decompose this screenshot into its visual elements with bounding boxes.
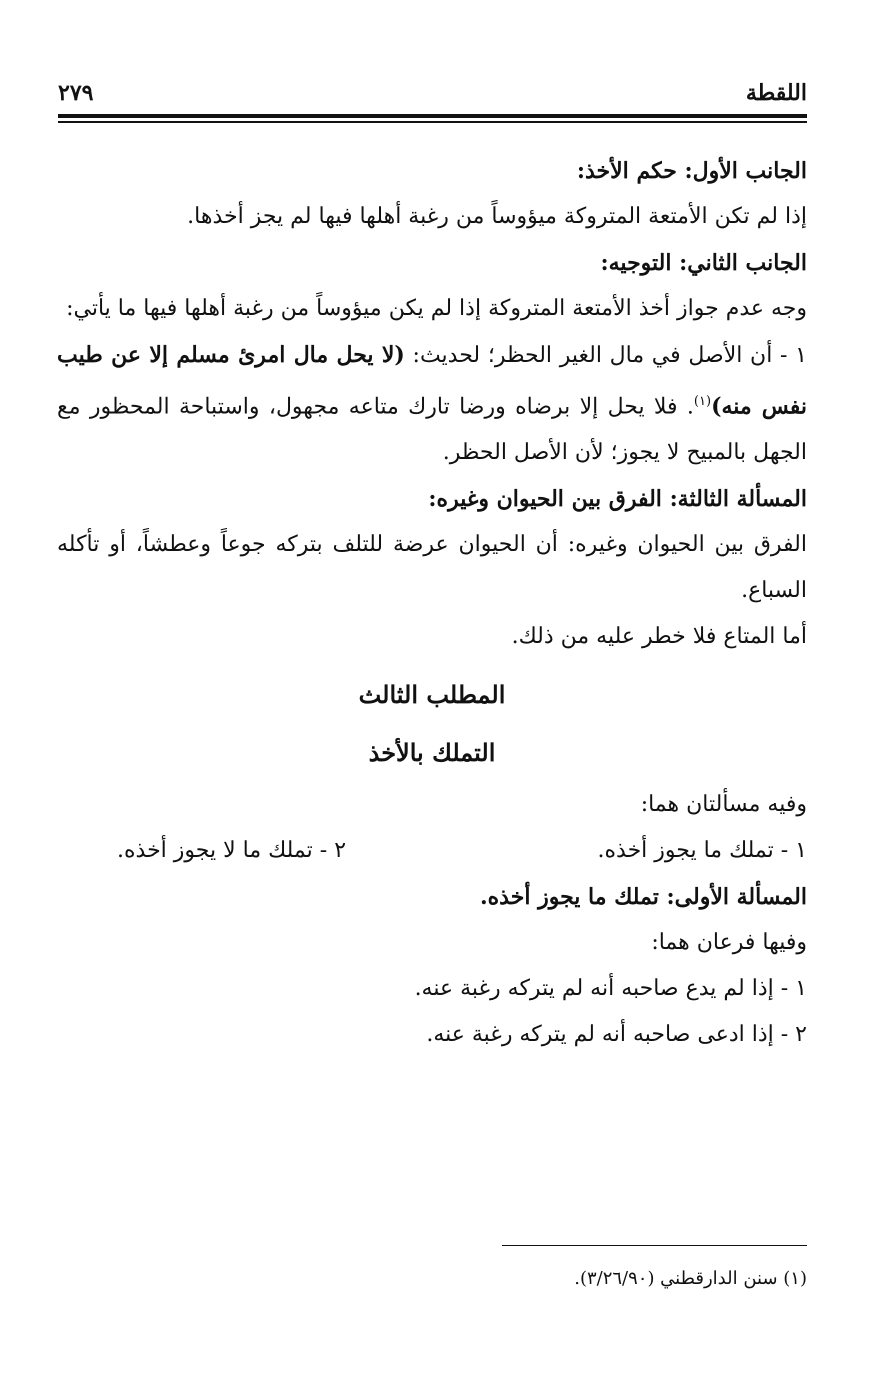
paragraph: وفيها فرعان هما: [651,930,807,956]
running-header [58,80,807,110]
page-number: ٢٧٩ [58,80,94,106]
footnote: (١) سنن الدارقطني (٣/٢٦/٩٠). [574,1268,807,1289]
footnote-ref: (١) [693,394,712,409]
paragraph: وفيه مسألتان هما: [640,792,807,818]
header-rule-thick [58,114,807,118]
heading-question-1: المسألة الأولى: تملك ما يجوز أخذه. [479,884,807,911]
list-item: ٢ - تملك ما لا يجوز أخذه. [117,838,347,864]
footnote-separator [502,1245,807,1246]
point-text: ١ - أن الأصل في مال الغير الحظر؛ لحديث: [404,343,807,368]
list-item: ١ - تملك ما يجوز أخذه. [597,838,807,864]
heading-aspect-2: الجانب الثاني: التوجيه: [600,250,807,276]
list-item: ٢ - إذا ادعى صاحبه أنه لم يتركه رغبة عنه. [426,1022,807,1048]
main-text [57,148,807,1058]
point-text: . فلا يحل إلا برضاه ورضا تارك متاعه مجهول، واستباحة المحظور مع الجهل بالمبيح لا يجوز؛ لأن الأصل الحظر. [57,394,807,466]
heading-aspect-1: الجانب الأول: حكم الأخذ: [576,158,807,184]
paragraph: إذا لم تكن الأمتعة المتروكة ميؤوساً من رغبة أهلها فيها لم يجز أخذها. [187,204,807,229]
heading-question-3: المسألة الثالثة: الفرق بين الحيوان وغيره: [428,486,807,513]
paragraph: الفرق بين الحيوان وغيره: أن الحيوان عرضة للتلف بتركه جوعاً وعطشاً، أو تأكله السباع. [57,532,807,604]
list-two-columns [57,828,807,874]
section-subtitle: التملك بالأخذ [368,738,496,768]
paragraph: أما المتاع فلا خطر عليه من ذلك. [511,624,807,650]
paragraph-point-1 [57,332,807,476]
paragraph: وجه عدم جواز أخذ الأمتعة المتروكة إذا لم يكن ميؤوساً من رغبة أهلها فيها ما يأتي: [66,296,807,321]
header-rule-thin [58,121,807,123]
section-title: المطلب الثالث [358,680,506,710]
list-item: ١ - إذا لم يدع صاحبه أنه لم يتركه رغبة عنه. [414,976,807,1002]
hadith-quote: (لا يحل مال امرئ مسلم إلا عن طيب نفس منه) [57,342,808,420]
header-title: اللقطة [745,80,807,106]
